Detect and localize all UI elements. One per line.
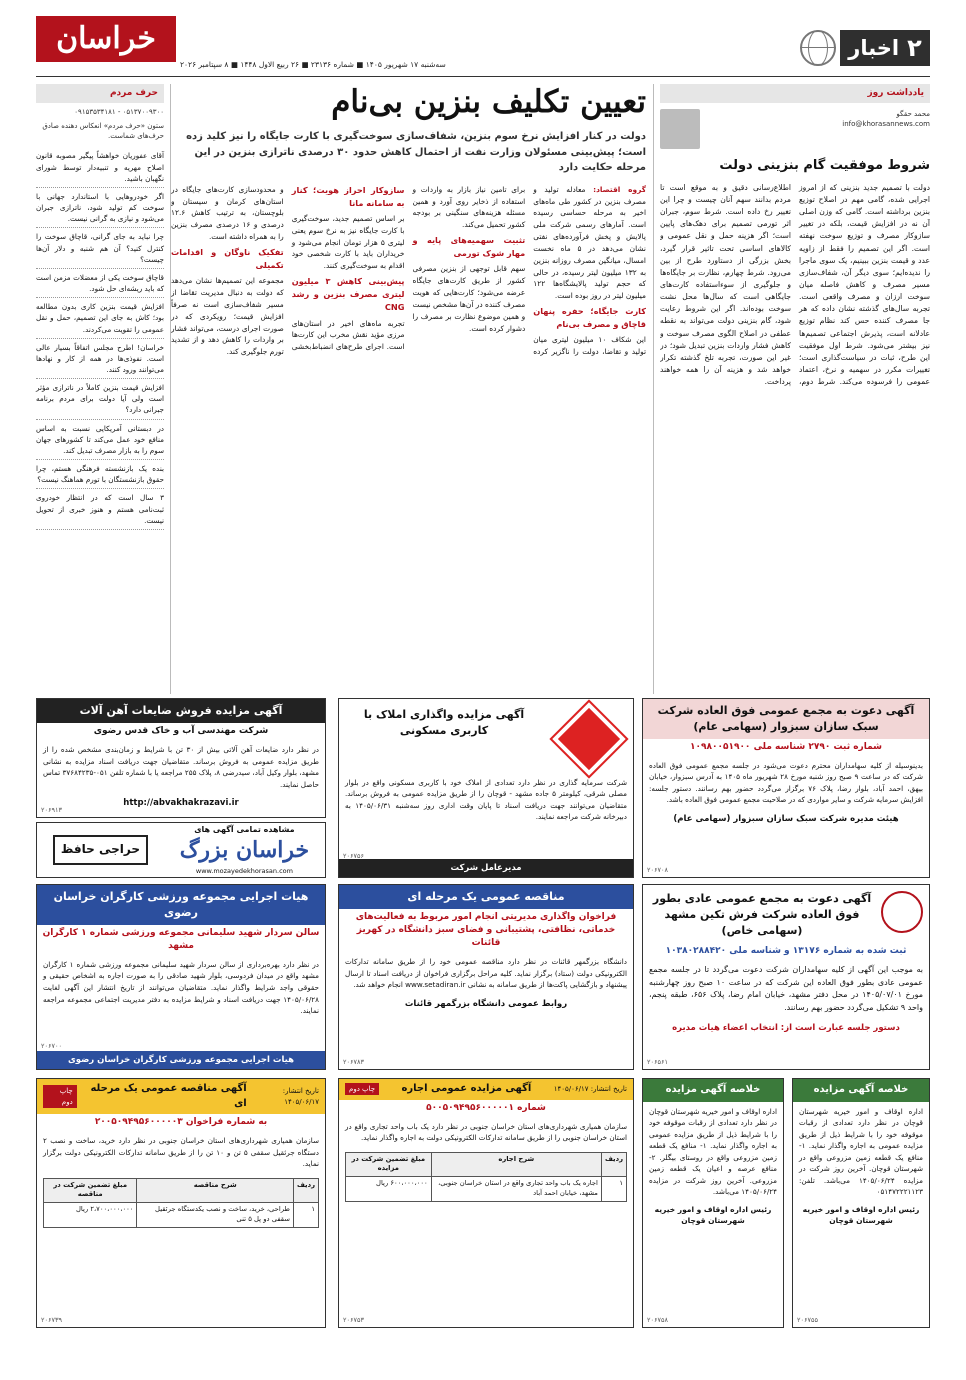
editorial-author-names (842, 109, 930, 129)
ad-title: آگهی مناقصه عمومی یک مرحله ای (90, 1083, 247, 1109)
ad-registration: ثبت شده به شماره ۱۳۱۷۶ و شناسه ملی ۱۰۳۸۰۲۸۸۴۲۰ (665, 945, 907, 956)
ad-title: خلاصه آگهی مزایده (643, 1079, 783, 1102)
table-header: مبلغ تضمین شرکت در مناقصه (44, 1178, 137, 1203)
table-header: شرح مناقصه (137, 1178, 294, 1203)
ad-sabzevar-meeting (642, 698, 930, 878)
editorial-author: محمد حقگو (896, 110, 930, 119)
list-item: در دبستانی آمریکایی نسبت به اساس منافع خود عمل می‌کند تا کشورهای جهان سوم را به بازار مصرف تبدیل کند. (36, 420, 164, 460)
ad-title: خلاصه آگهی مزایده (793, 1079, 929, 1102)
banner-text (180, 824, 309, 877)
table-header-row (44, 1178, 319, 1203)
ad-subtitle: سالن سردار شهید سلیمانی مجموعه ورزشی شماره ۱ کارگران مشهد (42, 927, 320, 951)
list-item: ۳ سال است که در انتظار خودروی ثبت‌نامی هستم و هنوز خبری از تحویل نیست. (36, 489, 164, 529)
ad-header-bar (37, 1079, 325, 1114)
page-number: ۲ (907, 33, 922, 62)
paragraph: تجربه ماه‌های اخیر در استان‌های مرزی مؤید نقش مخرب این کارت‌ها است. اجرای طرح‌های انضباط‌بخشی و محدودسازی کارت‌های جایگاه در استان‌های کرمان و سیستان و بلوچستان، به ترتیب کاهش ۱۲.۶ درصدی و ۱۶ درصدی مصرف بنزین را به همراه داشته است. (171, 184, 405, 352)
table-header: مبلغ تضمین شرکت در مزایده (346, 1152, 432, 1177)
list-item: اگر خودروهایی با استاندارد جهانی با سوخت کم تولید شود، ناترازی جبران می‌شود و نیازی به گرانی نیست. (36, 188, 164, 228)
masthead (0, 0, 966, 88)
column-divider (170, 84, 171, 694)
ad-code: ۲۰۶۷۵۳ (343, 1315, 364, 1324)
table-cell: ۶۰۰،۰۰۰،۰۰۰ ریال (346, 1177, 432, 1202)
ad-property-auction (338, 698, 634, 878)
ad-stamp: چاپ دوم (345, 1083, 379, 1095)
ad-university-tender (338, 884, 634, 1070)
list-item: افزایش قیمت بنزین کاری بدون مطالعه بود؛ کاش به جای این تصمیم، حمل و نقل عمومی را تقویت می‌کردند. (36, 298, 164, 338)
issue-line: سه‌شنبه ۱۷ شهریور ۱۴۰۵ ■ شماره ۲۳۱۳۶ ■ ۲۶ ربیع الاول ۱۴۴۸ ■ ۸ سپتامبر ۲۰۲۶ (180, 60, 446, 69)
ad-code: ۲۰۶۷۵۵ (797, 1315, 818, 1324)
subheading: تثبیت سهمیه‌های پایه و مهار شوک تورمی (412, 235, 526, 259)
people-phones: ۰۵۱۳۷۰۰۹۳۰۰ - ۰۹۱۵۳۵۳۴۱۸۱ (74, 108, 164, 117)
ad-number: به شماره فراخوان ۲۰۰۵۰۹۴۹۵۶۰۰۰۰۰۳ (94, 1117, 268, 1127)
people-list (36, 147, 164, 529)
list-item: چرا نباید به جای گرانی، قاچاق سوخت را کنترل کنید؟ آن هم شنبه و دلار آن‌ها چیست؟ (36, 228, 164, 268)
ad-text: شرکت سرمایه گذاری در نظر دارد تعدادی از املاک خود با کاربری مسکونی واقع در بلوار مصلی شرقی، کیلومتر ۵ جاده مشهد - قوچان را از طریق مزایده عمومی به فروش برساند. متقاضیان می‌توانند جهت دریافت اسناد تا پایان وقت اداری روز سه‌شنبه ۱۴۰۵/۰۶/۳۱ به دبیرخانه شرکت مراجعه نمایند. (345, 777, 627, 822)
ad-scrap-metal-auction (36, 698, 326, 818)
table-header: شرح اجاره (431, 1152, 601, 1177)
paragraph: بر اساس تصمیم جدید، سوخت‌گیری با کارت جایگاه نیز به نرخ سوم یعنی لیتری ۵ هزار تومان انجام می‌شود و خریداران باید با کارت شخصی خود اقدام به سوخت‌گیری کنند. (291, 213, 405, 271)
ad-code: ۲۰۶۹۱۳ (41, 805, 62, 814)
ad-table-wrap (37, 1174, 325, 1232)
ad-crane-tender (36, 1078, 326, 1328)
ad-footer: رئیس اداره اوقاف و امور خیریه شهرستان قوچان (802, 1204, 920, 1225)
ad-title: آگهی مزایده فروش ضایعات آهن آلات (37, 699, 325, 723)
ad-website[interactable]: http://abvakhakrazavi.ir (123, 798, 239, 809)
ad-endowment-auction-2 (642, 1078, 784, 1328)
ad-code: ۲۰۶۷۳۹ (41, 1315, 62, 1324)
ad-number: شماره ۵۰۰۵۰۹۴۹۵۶۰۰۰۰۰۱ (426, 1102, 546, 1113)
table-header: ردیف (601, 1152, 626, 1177)
table-row (346, 1177, 627, 1202)
table-cell: طراحی، خرید، ساخت و نصب یکدستگاه جرثقیل سقفی دو پل ۵ تنی (137, 1203, 294, 1228)
list-item: بنده یک بازنشسته فرهنگی هستم، چرا حقوق بازنشستگان با تورم هماهنگ نیست؟ (36, 460, 164, 489)
paragraph: سهم قابل توجهی از بنزین مصرفی کشور از طریق کارت‌های جایگاه عرضه می‌شود؛ کارت‌هایی که هویت مصرف کننده در آن‌ها مشخص نیست و همین موضوع نظارت بر مصرف را دشوار کرده است. (412, 264, 526, 333)
ad-sports-complex (36, 884, 326, 1070)
newspaper-logo: خراسان (36, 16, 176, 62)
banner-side-logo: حراجی حافظ (53, 835, 148, 864)
ad-text: در نظر دارد ضایعات آهن آلاتی بیش از ۳۰ تن با شرایط و زمان‌بندی مشخص شده را از طریق مزایده عمومی به فروش برساند. متقاضیان جهت دریافت اسناد مزایده به نشانی مشهد، بلوار وکیل آباد، سیدرضی ۸، پلاک ۲۵۵ مراجعه یا با شماره تلفن ۰۵۱-۳۷۶۸۴۲۳۵ تماس حاصل نمایند. (43, 744, 319, 789)
editorial-title: شروط موفقیت گام بنزینی دولت (719, 158, 930, 174)
ad-table-wrap (339, 1148, 633, 1206)
main-title: تعیین تکلیف بنزین بی‌نام (331, 84, 646, 120)
author-photo (660, 109, 700, 149)
table-header: ردیف (293, 1178, 318, 1203)
ad-code: ۲۰۶۵۶۱ (647, 1057, 668, 1066)
ad-date: تاریخ انتشار: ۱۴۰۵/۰۶/۱۷ (553, 1085, 627, 1094)
ad-rental-auction (338, 1078, 634, 1328)
ad-code: ۲۰۶۷۰۰ (41, 1041, 62, 1050)
section-tab (840, 30, 930, 66)
table-cell: اجاره یک باب واحد تجاری واقع در استان خراسان جنوبی، مشهد، خیابان احمد آباد (431, 1177, 601, 1202)
ad-text: به موجب این آگهی از کلیه سهامداران شرکت دعوت می‌گردد تا در جلسه مجمع عمومی عادی بطور فوق العاده این شرکت که در ساعت ۱۰ صبح روز چهارشنبه مورخ ۱۴۰۵/۰۷/۰۱ در محل دفتر مشهد، خیابان امام رضا، پلاک ۶۵۶، طبقه پنجم، واحد ۹ تشکیل می‌گردد حضور بهم رسانند. (649, 964, 924, 1013)
people-label: حرف مردم (36, 84, 164, 103)
editorial-label: یادداشت روز (660, 84, 930, 103)
ad-text: سازمان همیاری شهرداری‌های استان خراسان جنوبی در نظر دارد خرید، ساخت و نصب ۲ دستگاه جرثقیل سقفی ۵ تن و ۱۰ تن را از طریق سامانه تدارکات الکترونیکی دولت برگزار نماید. (43, 1136, 319, 1169)
list-item: افزایش قیمت بنزین کاملاً در ناترازی مؤثر است ولی آیا دولت برای مردم برنامه جبرانی دارد؟ (36, 379, 164, 419)
banner-brand: خراسان بزرگ (179, 837, 310, 864)
paragraph: معادله تولید و مصرف بنزین در کشور طی ماه‌های اخیر به مرحله حساسی رسیده است. آمارهای رسمی شرکت ملی پالایش و پخش فرآورده‌های نفتی نشان می‌دهد در ۵ ماه نخست امسال، میانگین مصرف روزانه بنزین به ۱۳۲ میلیون لیتر رسیده، در حالی که حجم تولید پالایشگاه‌ها ۱۲۲ میلیون لیتر در روز بوده است. (533, 184, 646, 301)
table-header-row (346, 1152, 627, 1177)
ad-date: تاریخ انتشار: ۱۴۰۵/۰۶/۱۷ (282, 1087, 319, 1106)
main-story (171, 84, 646, 694)
ad-text: اداره اوقاف و امور خیریه شهرستان قوچان در نظر دارد تعدادی از رقبات موقوفه خود را با شرایط ذیل از طریق مزایده عمومی به اجاره واگذار نماید. ۱- منافع یک قطعه زمین مزروعی واقع در روستای بیگلر. ۲- منافع عرصه و اعیان یک قطعه زمین مزروعی. آخرین روز شرکت در مزایده ۱۴۰۵/۰۶/۲۴ می‌باشد. (649, 1106, 777, 1197)
subheading: کارت جایگاه؛ حفره پنهان قاچاق و مصرف بی‌نام (533, 306, 646, 330)
ad-takin-carpet-meeting (642, 884, 930, 1070)
section-label: اخبار (848, 35, 900, 60)
main-subtitle: دولت در کنار افزایش نرخ سوم بنزین، شفاف‌سازی سوخت‌گیری با کارت جایگاه را نیز کلید زده است؛ پیش‌بینی مسئولان وزارت نفت از احتمال کاهش حدود ۳۰ درصدی ناترازی بنزین در این مرحله حکایت دارد (186, 131, 646, 174)
paragraph: مجموعه این تصمیم‌ها نشان می‌دهد که دولت به دنبال مدیریت تقاضا از مسیر شفاف‌سازی است نه صرفاً افزایش قیمت؛ رویکردی که در صورت اجرای درست، می‌تواند فشار بر واردات را کاهش دهد و از تشدید تورم جلوگیری کند. (171, 276, 284, 357)
people-intro: ستون «حرف مردم» انعکاس دهنده صادق حرف‌های شماست. (42, 122, 164, 141)
ad-title: آگهی دعوت به مجمع عمومی فوق العاده شرکت سبک سازان سبزوار (سهامی عام) (643, 699, 929, 739)
ad-title: آگهی مزایده واگذاری املاک با کاربری مسکونی (363, 708, 525, 737)
ad-table (43, 1178, 319, 1228)
ad-text: اداره اوقاف و امور خیریه شهرستان قوچان در نظر دارد تعدادی از رقبات موقوفه خود را با شرایط ذیل از طریق مزایده عمومی به اجاره واگذار نماید. ۱- منافع یک قطعه زمین مزروعی واقع در شهرستان قوچان. آخرین روز شرکت در مزایده ۱۴۰۵/۰۶/۲۴ می‌باشد. تلفن: ۰۵۱۴۷۲۲۲۱۱۲۳ (799, 1106, 924, 1197)
ad-endowment-auction-1 (792, 1078, 930, 1328)
ad-footer: هیئت مدیره شرکت سبک سازان سبزوار (سهامی عام) (673, 813, 899, 824)
ad-text: دانشگاه بزرگمهر قائنات در نظر دارد مناقصه عمومی خود را از طریق سامانه تدارکات الکترونیکی دولت (ستاد) برگزار نماید. کلیه مراحل برگزاری فراخوان از دریافت اسناد تا ارسال پیشنهاد و بازگشایی پاکت‌ها از طریق سامانه به نشانی www.setadiran.ir انجام خواهد شد. (345, 957, 627, 990)
subheading: سازوکار احراز هویت؛ کنار به سامانه مانا (291, 184, 405, 208)
ad-subtitle: فراخوان واگذاری مدیریتی انجام امور مربوط به فعالیت‌های خدماتی، نظافتی، پشتیبانی و فضای سبز دانشگاه در کهریز قائنات (355, 911, 617, 949)
ad-header-bar (339, 1079, 633, 1100)
ad-text: بدینوسیله از کلیه سهامداران محترم دعوت می‌شود در جلسه مجمع عمومی فوق العاده شرکت که در ساعت ۹ صبح روز شنبه مورخ ۲۸ شهریور ماه ۱۴۰۵ به آدرس سبزوار، خیابان بیهق، احمد آباد، بلوار رضا، پلاک ۷۶ برگزار می‌گردد حضور بهم رسانند. دستور جلسه: افزایش سرمایه شرکت و سایر مواردی که در صلاحیت مجمع عمومی فوق العاده باشد. (649, 760, 923, 805)
list-item: خراسان! اطرح مجلس اتفاقاً بسیار عالی است. نفوذی‌ها در همه از کار و نهادها می‌توانند ورود کنند. (36, 339, 164, 379)
lead-label: گروه اقتصاد: (593, 184, 646, 194)
banner-title: مشاهده تمامی آگهی های (194, 824, 295, 834)
ad-stamp: چاپ دوم (43, 1085, 77, 1107)
ad-text: در نظر دارد بهره‌برداری از سالن سردار شهید سلیمانی مجموعه ورزشی شماره ۱ کارگران مشهد واقع در میدان فردوسی، بلوار شهید صادقی را به صورت اجاره به اشخاص حقیقی و حقوقی واجد شرایط واگذار نماید. متقاضیان می‌توانند از تاریخ انتشار این آگهی لغایت ۱۴۰۵/۰۶/۲۸ جهت دریافت اسناد و شرایط مزایده به دفتر مدیریت اجتماعی مجموعه مراجعه نمایند. (43, 959, 319, 1016)
editorial-author-block (660, 109, 930, 149)
editorial-body: دولت با تصمیم جدید بنزینی که از امروز اجرایی شده، گامی مهم در اصلاح توزیع بنزین برداشته است. گامی که وزن اصلی آن نه در افزایش قیمت، بلکه در تغییر سازوکار مصرف و توزیع سوخت نهفته است. اگر این تصمیم را فقط از زاویه عدد و قیمت بنزین ببینیم، یک سوی ماجرا را ندیده‌ایم؛ سوی دیگر آن، شفاف‌سازی مسیر مصرف و کاهش فاصله میان سوخت ارزان و مصرف واقعی است. تجربه سال‌های گذشته نشان داده که هر جا مصرف کننده حس کند نظام توزیع عادلانه است، پذیرش اجتماعی تصمیم‌ها نیز بیشتر می‌شود. شرط اول موفقیت این طرح، ثبات در سیاست‌گذاری است؛ تغییرات مکرر در سهمیه و نرخ، اعتماد عمومی را فرسوده می‌کند. شرط دوم، اطلاع‌رسانی دقیق و به موقع است تا مردم بدانند سهم آنان چیست و چرا این تغییر رخ داده است. شرط سوم، جبران اثر تورمی تصمیم برای دهک‌های پایین است؛ اگر هزینه حمل و نقل عمومی و کالاهای اساسی تحت تاثیر قرار گیرد، بخش بزرگی از دستاورد طرح از بین می‌رود. شرط چهارم، نظارت بر جایگاه‌ها و جلوگیری از سوءاستفاده کارت‌های جایگاهی است که سال‌ها محل نشت سوخت بوده‌اند. اگر این شروط رعایت شود، گام بنزینی دولت می‌تواند به نقطه عطفی در اصلاح الگوی مصرف سوخت و کاهش فشار واردات بنزین تبدیل شود؛ در غیر این صورت، تجربه تلخ گذشته تکرار خواهد شد و هزینه آن را همه خواهند پرداخت. (660, 182, 930, 387)
ad-title: آگهی دعوت به مجمع عمومی عادی بطور فوق العاده شرکت فرش تکین مشهد (سهامی خاص) (652, 892, 872, 937)
ad-code: ۲۰۶۷۵۶ (343, 851, 364, 860)
ad-org: شرکت مهندسی آب و خاک قدس رضوی (93, 725, 269, 736)
ad-footer: دستور جلسه عبارت است از: انتخاب اعضاء هیات مدیره (672, 1023, 900, 1034)
ad-registration: شماره ثبت ۲۷۹۰ شناسه ملی ۱۰۹۸۰۰۵۱۹۰۰ (690, 741, 882, 752)
globe-icon (800, 30, 836, 66)
ad-classifieds-banner (36, 822, 326, 878)
ad-table (345, 1152, 627, 1202)
ad-title: آگهی مزایده عمومی اجاره (401, 1083, 532, 1094)
column-divider (653, 84, 654, 694)
ad-title: مناقصه عمومی یک مرحله ای (339, 885, 633, 909)
ad-footer: مدیرعامل شرکت (339, 859, 633, 877)
ad-footer: روابط عمومی دانشگاه بزرگمهر قائنات (404, 998, 568, 1009)
masthead-rule (36, 76, 930, 77)
paragraph: این شکاف ۱۰ میلیون لیتری میان تولید و تقاضا، دولت را ناگزیر کرده برای تامین نیاز بازار به واردات و استفاده از ذخایر روی آورد و همین مسئله هزینه‌های سنگینی بر بودجه کشور تحمیل می‌کند. (412, 184, 646, 357)
editorial-email[interactable]: info@khorasannews.com (842, 120, 930, 129)
ad-footer: هیات اجرایی مجموعه ورزشی کارگران خراسان رضوی (37, 1051, 325, 1069)
subheading: تفکیک ناوگان و اقدامات تکمیلی (171, 246, 284, 271)
main-body (171, 184, 646, 654)
table-cell: ۱ (601, 1177, 626, 1202)
seal-icon (881, 891, 923, 933)
ad-text: سازمان همیاری شهرداری‌های استان خراسان جنوبی در نظر دارد یک باب واحد تجاری واقع در استان خراسان جنوبی را از طریق سامانه تدارکات الکترونیکی دولت به اجاره واگذار نماید. (345, 1121, 627, 1143)
ads-section (36, 698, 930, 1348)
table-cell: ۱ (293, 1203, 318, 1228)
list-item: قاچاق سوخت یکی از معضلات مزمن است که باید ریشه‌ای حل شود. (36, 269, 164, 298)
editorial-column (660, 84, 930, 694)
subheading: پیش‌بینی کاهش ۳ میلیون لیتری مصرف بنزین و رشد CNG (291, 276, 405, 313)
banner-site[interactable]: www.mozayedekhorasan.com (195, 867, 293, 876)
ad-footer: رئیس اداره اوقاف و امور خیریه شهرستان قوچان (654, 1204, 772, 1225)
ad-title: هیات اجرایی مجموعه ورزشی کارگران خراسان رضوی (37, 885, 325, 925)
ad-code: ۲۰۶۷۸۳ (343, 1057, 364, 1066)
list-item: آقای عفوریان خواهشاً پیگیر مصوبه قانون اصلاح مهریه و تنبیه‌دار توسط شورای نگهبان باشید. (36, 147, 164, 187)
table-cell: ۲،۷۰۰،۰۰۰،۰۰۰ ریال (44, 1203, 137, 1228)
ad-code: ۲۰۶۷۵۸ (647, 1315, 668, 1324)
table-row (44, 1203, 319, 1228)
ad-code: ۲۰۶۷۰۸ (647, 865, 668, 874)
people-column (36, 84, 164, 694)
